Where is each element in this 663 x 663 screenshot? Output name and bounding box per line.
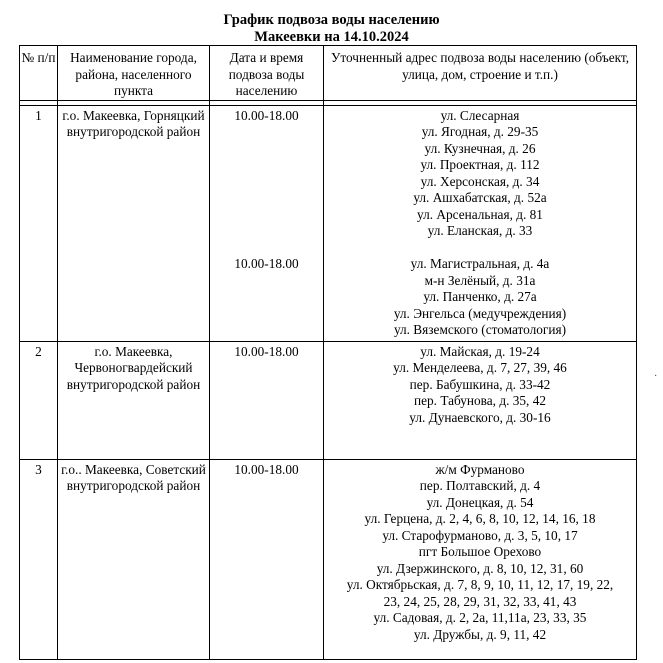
address-line: ул. Донецкая, д. 54 bbox=[426, 494, 534, 510]
address-line: ул. Арсенальная, д. 81 bbox=[417, 206, 543, 222]
address-line: ул. Менделеева, д. 7, 27, 39, 46 bbox=[393, 360, 567, 375]
address-line: м-н Зелёный, д. 31а bbox=[424, 272, 536, 288]
table-row bbox=[20, 341, 637, 459]
address-line: пер. Бабушкина, д. 33-42 bbox=[409, 376, 551, 392]
address-line: ул. Дзержинского, д. 8, 10, 12, 31, 60 bbox=[376, 560, 584, 576]
table-header-row bbox=[20, 46, 637, 101]
address-line: ул. Еланская, д. 33 bbox=[427, 223, 533, 238]
address-line: пгт Большое Орехово bbox=[418, 544, 542, 559]
table-row bbox=[20, 459, 637, 659]
header-num: № п/п bbox=[20, 46, 58, 101]
row-time: 10.00-18.00 bbox=[234, 256, 299, 271]
header-address: Уточненный адрес подвоза воды населению (объект, улица, дом, строение и т.п.) bbox=[324, 46, 637, 101]
address-line: пер. Полтавский, д. 4 bbox=[419, 478, 541, 493]
header-datetime: Дата и время подвоза воды населению bbox=[210, 46, 324, 101]
row-time: 10.00-18.00 bbox=[210, 341, 324, 459]
header-name: Наименование города, района, населенного пункта bbox=[58, 46, 210, 101]
address-line: пер. Табунова, д. 35, 42 bbox=[414, 393, 546, 408]
row-addresses bbox=[324, 105, 637, 341]
address-line: ул. Магистральная, д. 4а bbox=[410, 256, 550, 271]
address-line: ул. Майская, д. 19-24 bbox=[420, 343, 540, 359]
address-line: ул. Херсонская, д. 34 bbox=[420, 173, 540, 189]
address-line: 23, 24, 25, 28, 29, 31, 32, 33, 41, 43 bbox=[383, 593, 577, 609]
address-line: ул. Кузнечная, д. 26 bbox=[424, 140, 536, 156]
address-line: ул. Ягодная, д. 29-35 bbox=[421, 124, 539, 139]
address-line: ул. Слесарная bbox=[440, 107, 520, 123]
water-delivery-schedule-table bbox=[19, 45, 637, 660]
address-line: ул. Панченко, д. 27а bbox=[423, 289, 537, 304]
row-district: г.о. Макеевка, Червоногвардейский внутригородской район bbox=[58, 341, 210, 459]
address-line: ул. Дружбы, д. 9, 11, 42 bbox=[413, 626, 547, 642]
margin-mark: · bbox=[654, 371, 658, 382]
row-num: 2 bbox=[20, 341, 58, 459]
row-addresses bbox=[324, 341, 637, 459]
address-line: ул. Садовая, д. 2, 2а, 11,11а, 23, 33, 35 bbox=[373, 610, 587, 625]
address-line: ул. Октябрьская, д. 7, 8, 9, 10, 11, 12, 17, 19, 22, bbox=[346, 577, 614, 592]
row-district: г.о.. Макеевка, Советский внутригородской район bbox=[58, 459, 210, 659]
address-line: ул. Энгельса (медучреждения) bbox=[393, 305, 567, 321]
row-time-cell bbox=[210, 105, 324, 341]
address-line: ул. Дунаевского, д. 30-16 bbox=[409, 409, 551, 425]
address-line: ул. Герцена, д. 2, 4, 6, 8, 10, 12, 14, 16, 18 bbox=[364, 511, 596, 526]
table-row bbox=[20, 105, 637, 341]
row-addresses bbox=[324, 459, 637, 659]
address-line: ул. Старофурманово, д. 3, 5, 10, 17 bbox=[382, 527, 578, 543]
row-num: 1 bbox=[20, 105, 58, 341]
row-district: г.о. Макеевка, Горняцкий внутригородской район bbox=[58, 105, 210, 341]
document-title-line1: График подвоза воды населению bbox=[223, 12, 440, 28]
address-line: ул. Проектная, д. 112 bbox=[420, 157, 540, 172]
address-line: ул. Ашхабатская, д. 52а bbox=[413, 190, 547, 205]
row-time: 10.00-18.00 bbox=[234, 107, 299, 123]
row-time: 10.00-18.00 bbox=[210, 459, 324, 659]
document-title-line2: Макеевки на 14.10.2024 bbox=[254, 29, 409, 45]
address-line: ул. Вяземского (стоматология) bbox=[393, 322, 567, 337]
address-line: ж/м Фурманово bbox=[435, 461, 525, 477]
row-num: 3 bbox=[20, 459, 58, 659]
